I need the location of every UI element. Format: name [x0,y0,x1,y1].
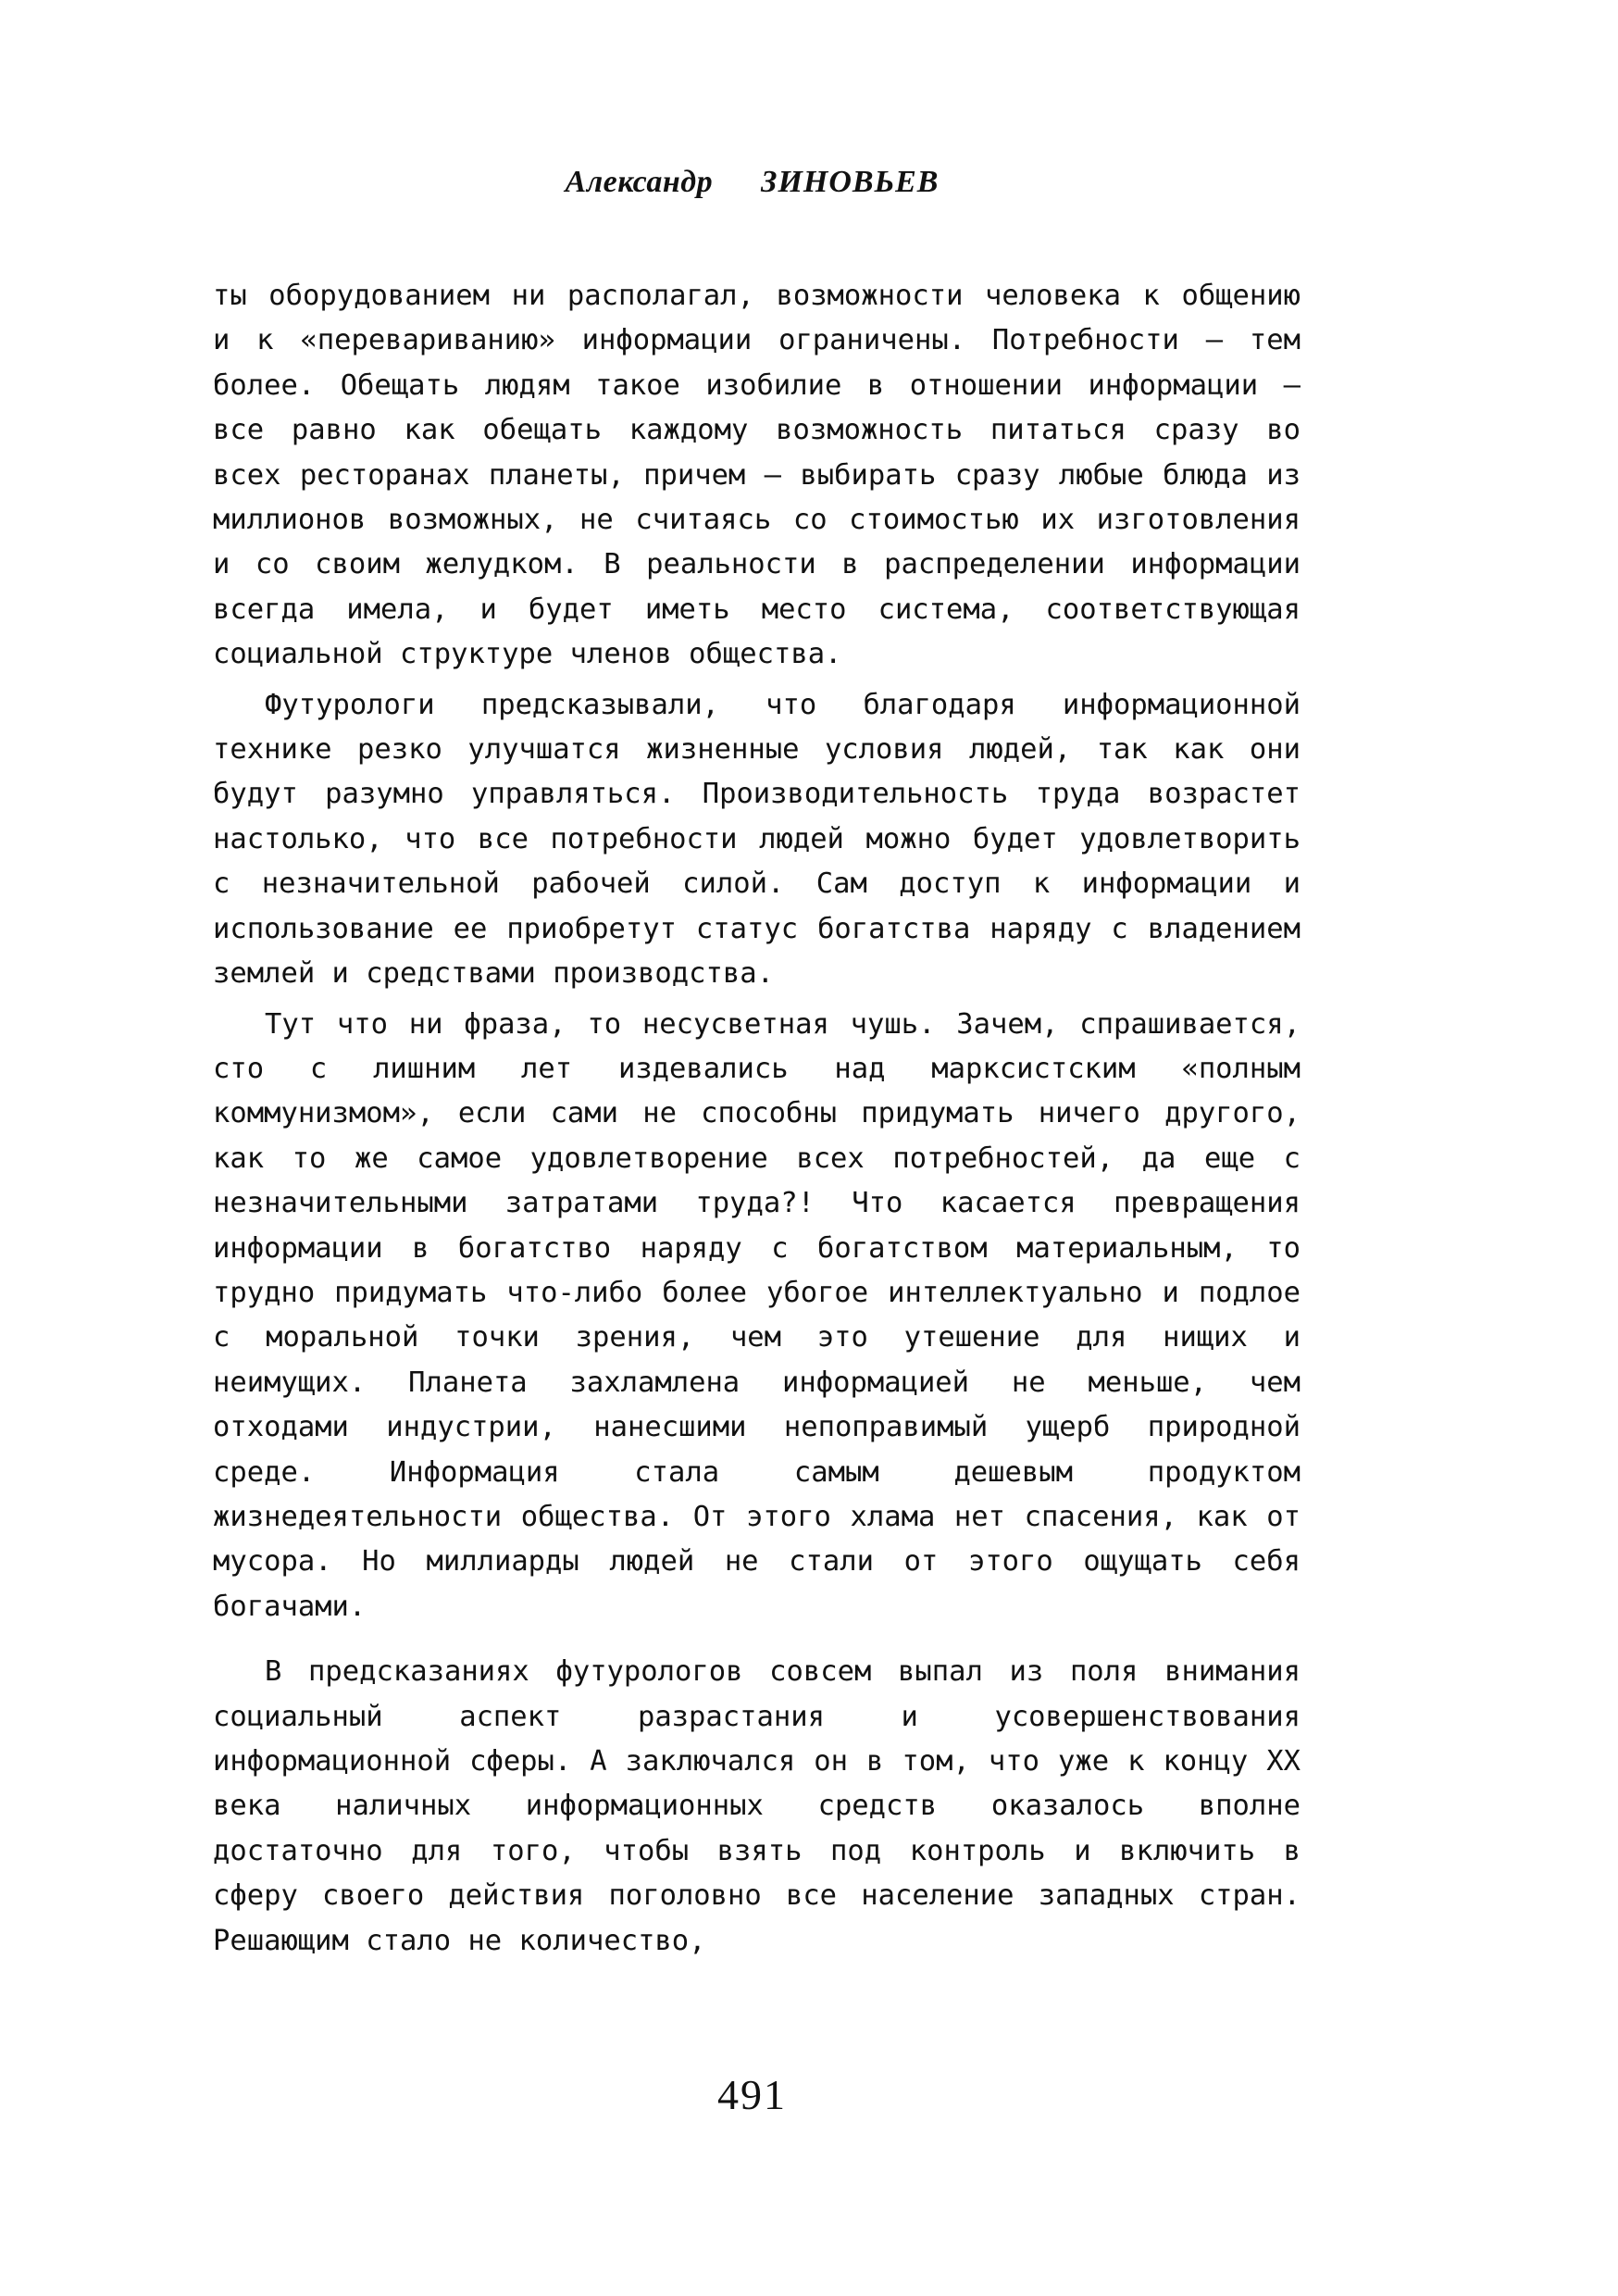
paragraph-social-aspect: В предсказаниях футурологов совсем выпал из поля внимания социальный аспект разрастания и усовершенствования информационной сферы. А заключался он в том, что уже к концу XX века наличных информационных средств оказалось вполне достаточно для того, чтобы взять под контроль и включить в сферу своего действия поголовно все население западных стран. Решающим стало не количество, [213,1655,1301,1957]
paragraph-nonsense-critique: Тут что ни фраза, то несусветная чушь. Зачем, спрашивается, сто с лишним лет издевались над марксистским «полным коммунизмом», если сами не способны придумать ничего другого, как то же самое удовлетворение всех потребностей, да еще с незначительными затратами труда?! Что касается превращения информации в богатство наряду с богатством материальным, то трудно придумать что-либо более убогое интеллектуально и подлое с моральной точки зрения, чем это утешение для нищих и неимущих. Планета захламлена информацией не меньше, чем отходами индустрии, нанесшими непоправимый ущерб природной среде. Информация стала самым дешевым продуктом жизнедеятельности общества. От этого хлама нет спасения, как от мусора. Но миллиарды людей не стали от этого ощущать себя богачами. [213,1007,1301,1623]
page-number: 491 [717,2071,787,2118]
author-first-name: Александр [565,165,714,199]
author-last-name: ЗИНОВЬЕВ [761,165,940,199]
running-head [0,165,1504,200]
paragraph-continued: ты оборудованием ни располагал, возможности человека к общению и к «перевариванию» информации ограничены. Потребности — тем более. Обещать людям такое изобилие в отношении информации — все равно как обещать каждому возможность питаться сразу во всех ресторанах планеты, причем — выбирать сразу любые блюда из миллионов возможных, не считаясь со стоимостью их изготовления и со своим желудком. В реальности в распределении информации всегда имела, и будет иметь место система, соответствующая социальной структуре членов общества. [213,280,1301,671]
body-text [213,274,1301,1964]
paragraph-futurologists-predictions: Футурологи предсказывали, что благодаря информационной технике резко улучшатся жизненные условия людей, так как они будут разумно управляться. Производительность труда возрастет настолько, что все потребности людей можно будет удовлетворить с незначительной рабочей силой. Сам доступ к информации и использование ее приобретут статус богатства наряду с владением землей и средствами производства. [213,688,1301,991]
